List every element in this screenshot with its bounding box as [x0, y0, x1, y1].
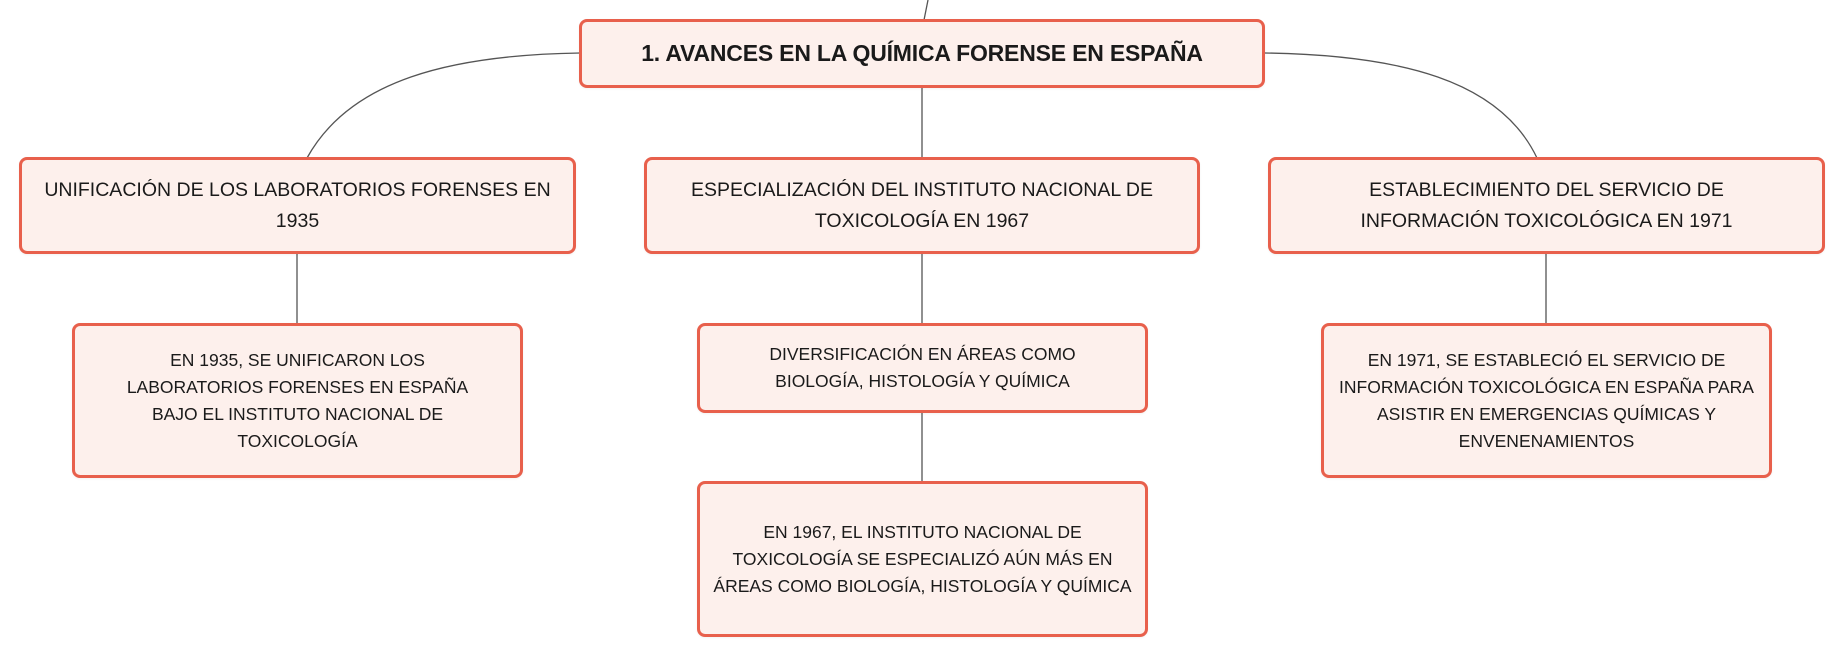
leaf-node-1-1-label: EN 1935, SE UNIFICARON LOS LABORATORIOS FORENSES EN ESPAÑA BAJO EL INSTITUTO NACIONAL DE TOXICOLOGÍA — [126, 349, 469, 451]
leaf-node-1-1[interactable] — [72, 323, 523, 478]
leaf-node-3-1-label: EN 1971, SE ESTABLECIÓ EL SERVICIO DE INFORMACIÓN TOXICOLÓGICA EN ESPAÑA PARA ASISTIR EN EMERGENCIAS QUÍMICAS Y ENVENENAMIENTOS — [1339, 349, 1754, 451]
branch-node-3-label: ESTABLECIMIENTO DEL SERVICIO DE INFORMACIÓN TOXICOLÓGICA EN 1971 — [1360, 178, 1733, 232]
connector-parent-to-root — [924, 0, 928, 20]
leaf-node-2-1[interactable] — [697, 323, 1148, 413]
branch-node-2[interactable] — [644, 157, 1200, 254]
leaf-node-2-2[interactable] — [697, 481, 1148, 637]
branch-node-1-label: UNIFICACIÓN DE LOS LABORATORIOS FORENSES EN 1935 — [44, 178, 551, 232]
leaf-node-3-1[interactable] — [1321, 323, 1772, 478]
branch-node-3[interactable] — [1268, 157, 1825, 254]
root-node-label: 1. AVANCES EN LA QUÍMICA FORENSE EN ESPAÑA — [641, 40, 1203, 66]
connector-root-to-branch-1 — [307, 53, 580, 158]
branch-node-1[interactable] — [19, 157, 576, 254]
leaf-node-2-1-label: DIVERSIFICACIÓN EN ÁREAS COMO BIOLOGÍA, HISTOLOGÍA Y QUÍMICA — [769, 344, 1076, 391]
leaf-node-2-2-label: EN 1967, EL INSTITUTO NACIONAL DE TOXICOLOGÍA SE ESPECIALIZÓ AÚN MÁS EN ÁREAS COMO BIOLOGÍA, HISTOLOGÍA Y QUÍMICA — [713, 521, 1132, 596]
root-node[interactable] — [579, 19, 1265, 88]
branch-node-2-label: ESPECIALIZACIÓN DEL INSTITUTO NACIONAL DE TOXICOLOGÍA EN 1967 — [691, 178, 1153, 232]
connector-root-to-branch-3 — [1265, 53, 1537, 158]
